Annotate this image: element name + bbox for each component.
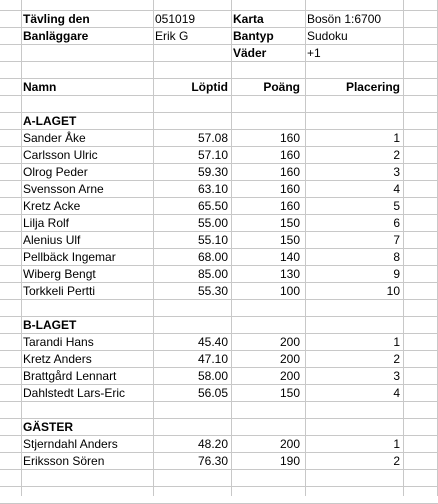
runner-name[interactable]: Kretz Anders xyxy=(23,352,92,366)
course-type-label[interactable]: Bantyp xyxy=(233,29,274,43)
runner-name[interactable]: Kretz Acke xyxy=(23,199,81,213)
runner-place[interactable]: 5 xyxy=(393,199,400,213)
course-setter-label[interactable]: Banläggare xyxy=(23,29,89,43)
runner-time[interactable]: 63.10 xyxy=(197,182,228,196)
runner-name[interactable]: Pellbäck Ingemar xyxy=(23,250,116,264)
runner-name[interactable]: Svensson Arne xyxy=(23,182,104,196)
runner-points[interactable]: 150 xyxy=(279,386,300,400)
runner-points[interactable]: 160 xyxy=(279,131,300,145)
header-points[interactable]: Poäng xyxy=(263,80,300,94)
runner-time[interactable]: 47.10 xyxy=(197,352,228,366)
runner-place[interactable]: 10 xyxy=(386,284,400,298)
runner-points[interactable]: 200 xyxy=(279,335,300,349)
runner-place[interactable]: 4 xyxy=(393,386,400,400)
runner-points[interactable]: 160 xyxy=(279,199,300,213)
runner-place[interactable]: 4 xyxy=(393,182,400,196)
runner-points[interactable]: 150 xyxy=(279,233,300,247)
runner-place[interactable]: 6 xyxy=(393,216,400,230)
runner-name[interactable]: Wiberg Bengt xyxy=(23,267,96,281)
runner-name[interactable]: Stjerndahl Anders xyxy=(23,437,118,451)
runner-time[interactable]: 55.10 xyxy=(197,233,228,247)
runner-name[interactable]: Tarandi Hans xyxy=(23,335,94,349)
header-place[interactable]: Placering xyxy=(345,80,400,94)
competition-value[interactable]: 051019 xyxy=(155,12,196,26)
runner-name[interactable]: Olrog Peder xyxy=(23,165,88,179)
runner-points[interactable]: 150 xyxy=(279,216,300,230)
runner-name[interactable]: Sander Åke xyxy=(23,131,86,145)
runner-name[interactable]: Eriksson Sören xyxy=(23,454,105,468)
runner-time[interactable]: 85.00 xyxy=(197,267,228,281)
weather-value[interactable]: +1 xyxy=(307,46,321,60)
runner-points[interactable]: 160 xyxy=(279,165,300,179)
runner-points[interactable]: 160 xyxy=(279,182,300,196)
header-time[interactable]: Löptid xyxy=(191,80,228,94)
runner-points[interactable]: 200 xyxy=(279,437,300,451)
runner-time[interactable]: 56.05 xyxy=(197,386,228,400)
runner-place[interactable]: 1 xyxy=(393,131,400,145)
runner-points[interactable]: 200 xyxy=(279,369,300,383)
team-title[interactable]: B-LAGET xyxy=(23,318,77,332)
team-title[interactable]: A-LAGET xyxy=(23,114,77,128)
course-setter-value[interactable]: Erik G xyxy=(155,29,189,43)
runner-time[interactable]: 55.00 xyxy=(197,216,228,230)
team-title[interactable]: GÄSTER xyxy=(23,420,74,434)
runner-points[interactable]: 200 xyxy=(279,352,300,366)
runner-place[interactable]: 2 xyxy=(393,454,400,468)
runner-points[interactable]: 100 xyxy=(279,284,300,298)
runner-time[interactable]: 57.10 xyxy=(197,148,228,162)
weather-label[interactable]: Väder xyxy=(233,46,267,60)
runner-time[interactable]: 68.00 xyxy=(197,250,228,264)
runner-place[interactable]: 3 xyxy=(393,165,400,179)
runner-name[interactable]: Carlsson Ulric xyxy=(23,148,98,162)
runner-points[interactable]: 160 xyxy=(279,148,300,162)
header-name[interactable]: Namn xyxy=(23,80,57,94)
runner-place[interactable]: 1 xyxy=(393,437,400,451)
runner-time[interactable]: 45.40 xyxy=(197,335,228,349)
runner-place[interactable]: 9 xyxy=(393,267,400,281)
runner-time[interactable]: 57.08 xyxy=(197,131,228,145)
runner-points[interactable]: 140 xyxy=(279,250,300,264)
course-type-value[interactable]: Sudoku xyxy=(307,29,348,43)
runner-place[interactable]: 2 xyxy=(393,148,400,162)
runner-name[interactable]: Lilja Rolf xyxy=(23,216,70,230)
runner-place[interactable]: 7 xyxy=(393,233,400,247)
map-value[interactable]: Bosön 1:6700 xyxy=(307,12,382,26)
runner-time[interactable]: 59.30 xyxy=(197,165,228,179)
runner-time[interactable]: 65.50 xyxy=(197,199,228,213)
runner-place[interactable]: 3 xyxy=(393,369,400,383)
runner-points[interactable]: 130 xyxy=(279,267,300,281)
runner-name[interactable]: Torkkeli Pertti xyxy=(23,284,96,298)
runner-time[interactable]: 48.20 xyxy=(197,437,228,451)
map-label[interactable]: Karta xyxy=(233,12,264,26)
runner-name[interactable]: Brattgård Lennart xyxy=(23,369,117,383)
runner-place[interactable]: 2 xyxy=(393,352,400,366)
runner-time[interactable]: 58.00 xyxy=(197,369,228,383)
competition-label[interactable]: Tävling den xyxy=(23,12,90,26)
runner-name[interactable]: Dahlstedt Lars-Eric xyxy=(23,386,126,400)
runner-name[interactable]: Alenius Ulf xyxy=(23,233,81,247)
runner-points[interactable]: 190 xyxy=(279,454,300,468)
runner-time[interactable]: 76.30 xyxy=(197,454,228,468)
runner-time[interactable]: 55.30 xyxy=(197,284,228,298)
runner-place[interactable]: 1 xyxy=(393,335,400,349)
runner-place[interactable]: 8 xyxy=(393,250,400,264)
